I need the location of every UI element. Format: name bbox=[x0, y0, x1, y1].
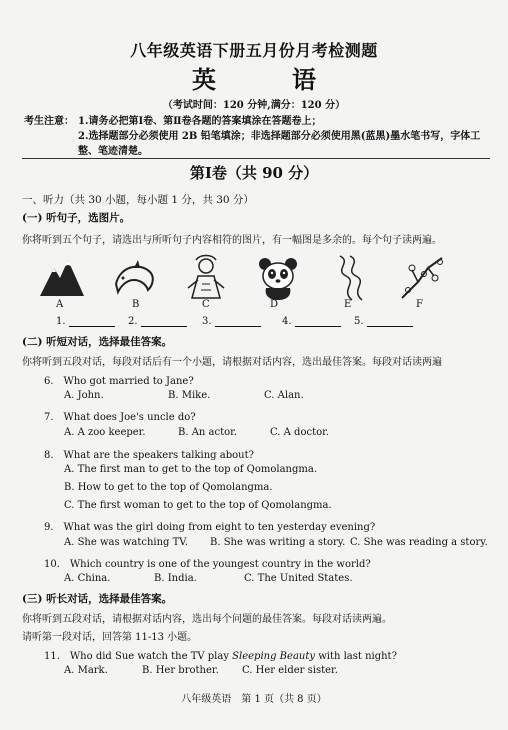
subject-title: 英 语 bbox=[192, 65, 342, 94]
answer-blank-3[interactable] bbox=[202, 316, 261, 327]
question-text: with last night? bbox=[315, 651, 397, 662]
option-c[interactable]: C. The United States. bbox=[244, 573, 353, 584]
question-9: 9. What was the girl doing from eight to ten yesterday evening? bbox=[44, 522, 376, 533]
option-b[interactable]: B. Mike. bbox=[168, 390, 211, 401]
subsection-2-title: (二) 听短对话，选择最佳答案。 bbox=[22, 336, 173, 348]
option-c[interactable]: C. She was reading a story. bbox=[350, 537, 488, 548]
option-b[interactable]: B. Her brother. bbox=[142, 665, 219, 676]
answer-blank-4[interactable] bbox=[282, 316, 341, 327]
play-title: Sleeping Beauty bbox=[232, 651, 316, 662]
answer-blank-5[interactable] bbox=[354, 316, 413, 327]
question-10: 10. Which country is one of the youngest country in the world? bbox=[44, 559, 371, 570]
blank-line[interactable] bbox=[69, 316, 115, 327]
question-7: 7. What does Joe's uncle do? bbox=[44, 412, 196, 423]
blank-line[interactable] bbox=[141, 316, 187, 327]
option-c[interactable]: C. A doctor. bbox=[270, 427, 329, 438]
picture-label-c: C bbox=[202, 299, 210, 310]
mountain-icon bbox=[38, 254, 86, 302]
answer-blank-2[interactable] bbox=[128, 316, 187, 327]
chinese-opera-icon bbox=[182, 254, 230, 302]
picture-label-b: B bbox=[132, 299, 140, 310]
picture-label-a: A bbox=[56, 299, 64, 310]
section-heading: 一、听力（共 30 小题，每小题 1 分，共 30 分） bbox=[22, 194, 254, 206]
subsection-3-instructions: 你将听到五段对话，请根据对话内容，选出每个问题的最佳答案。每段对话读两遍。 bbox=[22, 614, 392, 625]
blank-number: 1. bbox=[56, 316, 66, 327]
question-6: 6. Who got married to Jane? bbox=[44, 376, 194, 387]
option-a[interactable]: A. Mark. bbox=[64, 665, 108, 676]
option-a[interactable]: A. China. bbox=[64, 573, 111, 584]
exam-title: 八年级英语下册五月份月考检测题 bbox=[130, 41, 378, 60]
option-a[interactable]: A. A zoo keeper. bbox=[64, 427, 146, 438]
option-c[interactable]: C. The first woman to get to the top of Qomolangma. bbox=[64, 500, 332, 511]
subsection-1-instructions: 你将听到五个句子，请选出与所听句子内容相符的图片，有一幅图是多余的。每个句子读两遍。 bbox=[22, 235, 442, 246]
blank-number: 3. bbox=[202, 316, 212, 327]
divider bbox=[22, 158, 490, 159]
blank-line[interactable] bbox=[215, 316, 261, 327]
option-a[interactable]: A. John. bbox=[64, 390, 104, 401]
panda-icon bbox=[254, 254, 302, 302]
subsection-2-instructions: 你将听到五段对话，每段对话后有一个小题，请根据对话内容，选出最佳答案。每段对话读两遍 bbox=[22, 357, 442, 368]
question-11 bbox=[44, 647, 397, 662]
question-8: 8. What are the speakers talking about? bbox=[44, 450, 254, 461]
option-a[interactable]: A. The first man to get to the top of Qomolangma. bbox=[64, 464, 318, 475]
picture-row bbox=[30, 254, 470, 304]
blank-number: 5. bbox=[354, 316, 364, 327]
notice-item-1: 1.请务必把第Ⅰ卷、第Ⅱ卷各题的答案填涂在答题卷上； bbox=[78, 116, 322, 127]
dialog-1-instructions: 请听第一段对话，回答第 11-13 小题。 bbox=[22, 632, 198, 643]
picture-label-e: E bbox=[344, 299, 352, 310]
blank-line[interactable] bbox=[367, 316, 413, 327]
part-title: 第Ⅰ卷（共 90 分） bbox=[189, 164, 319, 182]
blank-number: 4. bbox=[282, 316, 292, 327]
exam-info: （考试时间：120 分钟,满分：120 分） bbox=[162, 100, 346, 111]
option-b[interactable]: B. An actor. bbox=[178, 427, 238, 438]
blank-line[interactable] bbox=[295, 316, 341, 327]
option-b[interactable]: B. She was writing a story. bbox=[210, 537, 346, 548]
notice-label: 考生注意： bbox=[24, 116, 74, 127]
plum-blossom-icon bbox=[398, 254, 446, 302]
option-c[interactable]: C. Her elder sister. bbox=[242, 665, 338, 676]
option-c[interactable]: C. Alan. bbox=[264, 390, 304, 401]
subsection-1-title: (一) 听句子，选图片。 bbox=[22, 212, 131, 224]
subsection-3-title: (三) 听长对话，选择最佳答案。 bbox=[22, 593, 173, 605]
blank-number: 2. bbox=[128, 316, 138, 327]
page-footer: 八年级英语 第 1 页（共 8 页） bbox=[181, 694, 327, 705]
answer-blank-1[interactable] bbox=[56, 316, 115, 327]
question-text: 11. Who did Sue watch the TV play bbox=[44, 651, 233, 662]
notice-item-2: 2.选择题部分必须使用 2B 铅笔填涂；非选择题部分必须使用黑(蓝黑)墨水笔书写，字体工整、笔迹清楚。 bbox=[78, 131, 481, 157]
dolphin-icon bbox=[110, 254, 158, 302]
option-b[interactable]: B. India. bbox=[154, 573, 197, 584]
option-a[interactable]: A. She was watching TV. bbox=[64, 537, 188, 548]
option-b[interactable]: B. How to get to the top of Qomolangma. bbox=[64, 482, 273, 493]
river-icon bbox=[326, 254, 374, 302]
picture-label-f: F bbox=[416, 299, 423, 310]
picture-label-d: D bbox=[270, 299, 279, 310]
